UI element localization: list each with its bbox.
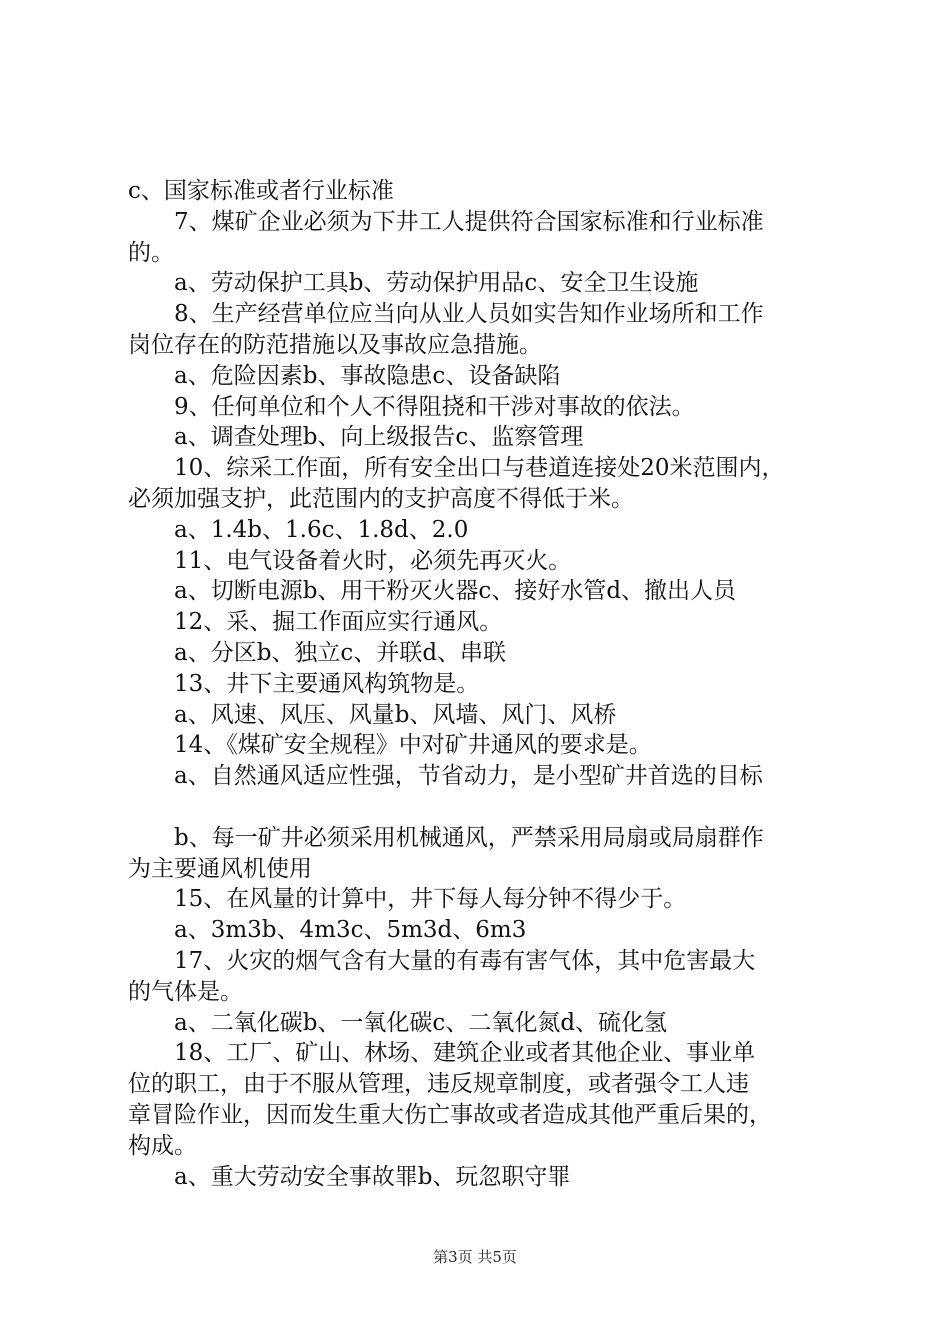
- text-line: a、调查处理b、向上级报告c、监察管理: [174, 424, 584, 451]
- text-line: c、国家标准或者行业标准: [128, 178, 394, 204]
- text-line: 为主要通风机使用: [128, 855, 312, 882]
- text-line: a、危险因素b、事故隐患c、设备缺陷: [174, 362, 561, 389]
- text-line: 17、火灾的烟气含有大量的有毒有害气体，其中危害最大: [174, 947, 756, 974]
- text-line: 构成。: [128, 1132, 197, 1159]
- text-line: a、劳动保护工具b、劳动保护用品c、安全卫生设施: [174, 270, 699, 297]
- text-line: 7、煤矿企业必须为下井工人提供符合国家标准和行业标准: [174, 208, 764, 235]
- text-line: 11、电气设备着火时，必须先再灭火。: [174, 547, 572, 574]
- text-line: 的气体是。: [128, 978, 243, 1005]
- text-line: 14、《煤矿安全规程》中对矿井通风的要求是。: [174, 732, 652, 759]
- text-line: 13、井下主要通风构筑物是。: [174, 670, 480, 697]
- text-line: 岗位存在的防范措施以及事故应急措施。: [128, 331, 542, 358]
- text-line: 章冒险作业，因而发生重大伤亡事故或者造成其他严重后果的，: [128, 1101, 772, 1128]
- text-line: a、重大劳动安全事故罪b、玩忽职守罪: [174, 1163, 571, 1190]
- text-line: a、自然通风适应性强，节省动力，是小型矿井首选的目标: [174, 763, 763, 790]
- text-line: a、切断电源b、用干粉灭火器c、接好水管d、撤出人员: [174, 578, 737, 605]
- text-line: 8、生产经营单位应当向从业人员如实告知作业场所和工作: [174, 301, 764, 328]
- text-line: a、二氧化碳b、一氧化碳c、二氧化氮d、硫化氢: [174, 1009, 668, 1036]
- text-line: 15、在风量的计算中，井下每人每分钟不得少于。: [174, 886, 687, 913]
- text-line: 位的职工，由于不服从管理，违反规章制度，或者强令工人违: [128, 1071, 749, 1098]
- text-line: 10、综采工作面，所有安全出口与巷道连接处20米范围内，: [174, 455, 785, 482]
- text-line: a、风速、风压、风量b、风墙、风门、风桥: [174, 701, 617, 728]
- blank-line: [128, 792, 834, 823]
- text-line: b、每一矿井必须采用机械通风，严禁采用局扇或局扇群作: [174, 824, 764, 851]
- text-line: a、3m3b、4m3c、5m3d、6m3: [174, 917, 527, 944]
- text-line: a、分区b、独立c、并联d、串联: [174, 639, 507, 666]
- text-line: 12、采、掘工作面应实行通风。: [174, 609, 503, 636]
- text-line: 18、工厂、矿山、林场、建筑企业或者其他企业、事业单: [174, 1040, 756, 1067]
- text-line: 必须加强支护，此范围内的支护高度不得低于米。: [128, 485, 634, 512]
- text-line: a、1.4b、1.6c、1.8d、2.0: [174, 516, 469, 543]
- text-line: 9、任何单位和个人不得阻挠和干涉对事故的依法。: [174, 393, 695, 420]
- document-body: [128, 176, 834, 1192]
- text-line: 的。: [128, 239, 174, 266]
- page-footer: 第3页 共5页: [433, 1248, 517, 1266]
